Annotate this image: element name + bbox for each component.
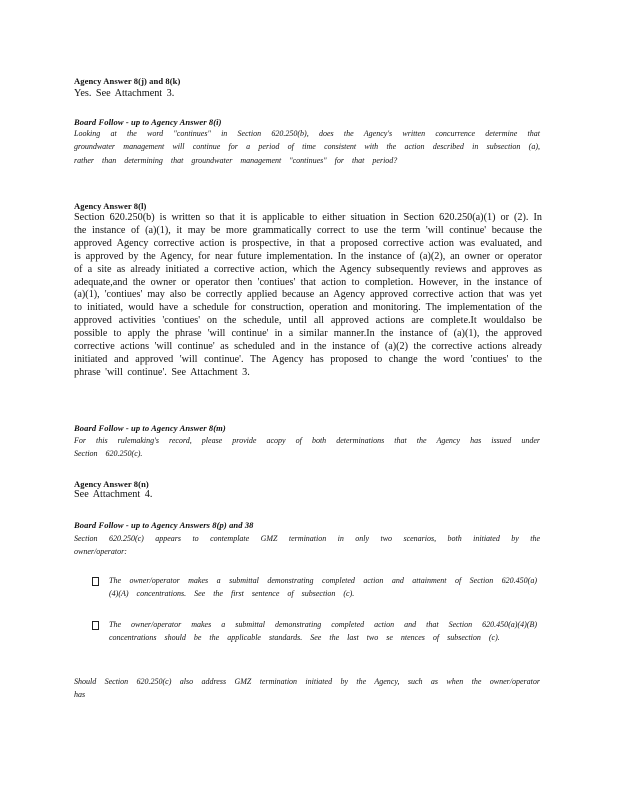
section-heading: Board Follow - up to Agency Answers 8(p) and 38	[74, 520, 254, 530]
answer-text: See Attachment 4.	[74, 489, 153, 500]
question-text: Should Section 620.250(c) also address GMZ termination initiated by the Agency, such as when the owner/operator has	[74, 677, 540, 700]
question-text: Section 620.250(c) appears to contemplate GMZ termination in only two scenarios, both initiated by the owner/operator:	[74, 534, 540, 557]
bullet-text: The owner/operator makes a submittal demonstrating completed action and that Section 620.450(a)(4)(B) concentrations should be the applicable standards. See the last two se ntences of subsection (c).	[109, 620, 537, 643]
section-heading: Agency Answer 8(n)	[74, 479, 149, 489]
checkbox-bullet-icon	[92, 621, 99, 630]
section-heading: Agency Answer 8(l)	[74, 201, 147, 211]
answer-text: Section 620.250(b) is written so that it is applicable to either situation in Section 620.250(a)(1) or (2). In the instance of (a)(1), it may be more grammatically correct to use the term 'will continue' because the approved Agency corrective action is prospective, in that a proposed corrective action was evaluated, and is approved by the Agency, for near future implementation. In the instance of (a)(2), an owner or operator of a site as already initiated a corrective action, which the Agency subsequently reviews and approves as adequate,and the owner or operator then 'contiues' that action to completion. However, in the instance of (a)(1), 'contiues' may also be correctly applied because an Agency approved corrective action that was yet to initiated, would have a schedule for construction, operation and monitoring. The implementation of the approved activities 'contiues' on the schedule, until all approved actions are complete.It wouldalso be possible to apply the phrase 'will continue' in a similar manner.In the instance of (a)(1), the approved corrective actions 'will continue' as scheduled and in the instance of (a)(2) the corrective actions already initiated and approved 'will continue'. The Agency has proposed to change the word 'contiues' to the phrase 'will continue'. See Attachment 3.	[74, 212, 542, 378]
question-text: For this rulemaking's record, please provide acopy of both determinations that the Agency has issued under Section 620.250(c).	[74, 436, 540, 459]
bullet-text: The owner/operator makes a submittal demonstrating completed action and attainment of Section 620.450(a)(4)(A) concentrations. See the first sentence of subsection (c).	[109, 576, 537, 599]
answer-text: Yes. See Attachment 3.	[74, 88, 175, 99]
question-text: Looking at the word "continues" in Section 620.250(b), does the Agency's written concurrence determine that groundwater management will continue for a period of time consistent with the action described in subsection (a), rather than determining that groundwater management "continues" for that period?	[74, 129, 540, 165]
checkbox-bullet-icon	[92, 577, 99, 586]
section-heading: Board Follow - up to Agency Answer 8(i)	[74, 117, 222, 127]
section-heading: Board Follow - up to Agency Answer 8(m)	[74, 423, 226, 433]
section-heading: Agency Answer 8(j) and 8(k)	[74, 76, 181, 86]
